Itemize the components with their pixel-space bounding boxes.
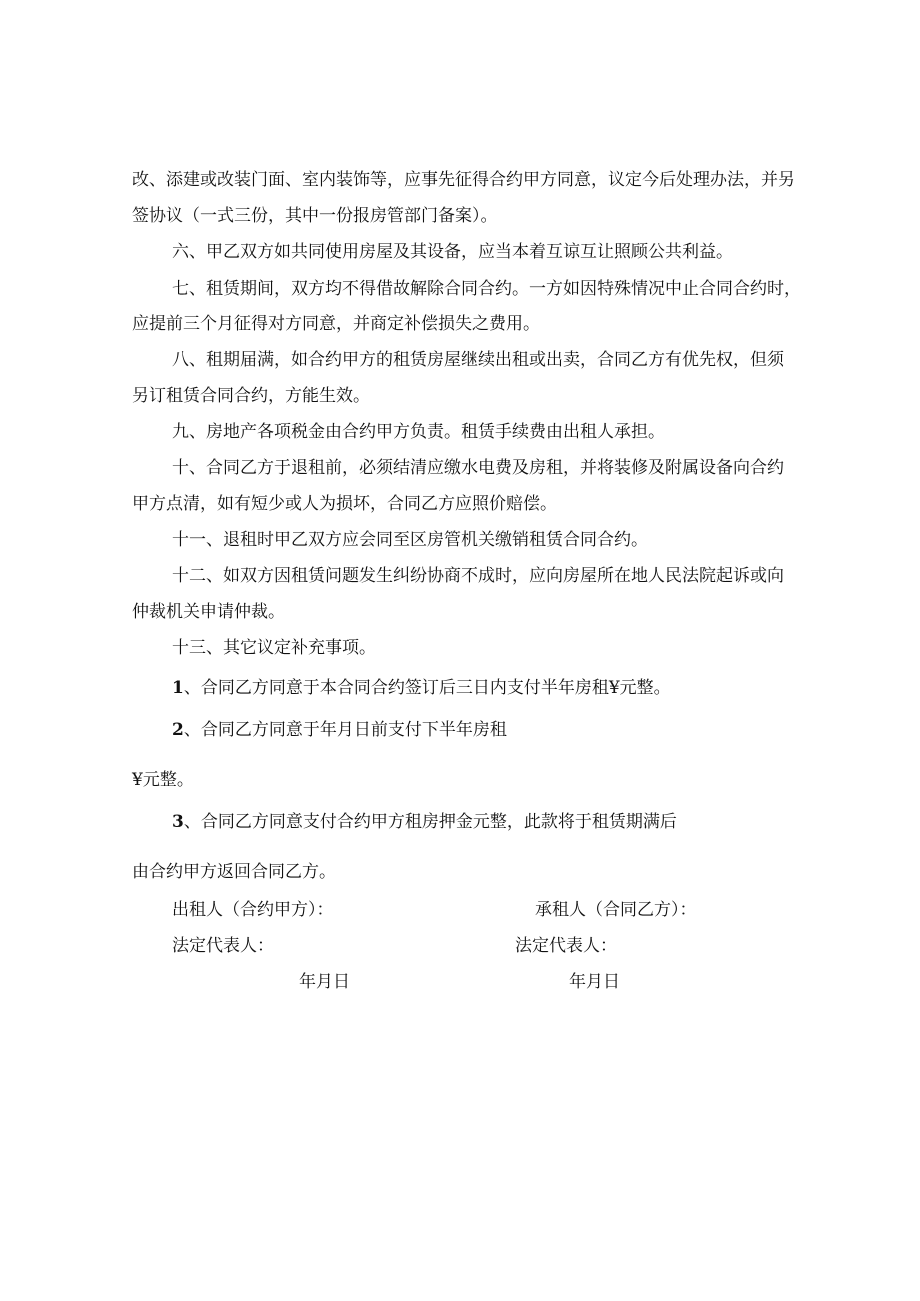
lessor-label: 出租人（合约甲方）：	[172, 900, 334, 920]
supplement-item-3-continuation: 由合约甲方返回合同乙方。	[132, 862, 336, 882]
supplement-text: 、合同乙方同意支付合约甲方租房押金元整，此款将于租赁期满后	[183, 812, 677, 832]
supplement-number: 1	[172, 678, 184, 698]
supplement-item-1	[172, 676, 671, 700]
clause-8-line-2: 另订租赁合同合约，方能生效。	[132, 386, 370, 406]
clause-13: 十三、其它议定补充事项。	[172, 638, 376, 658]
supplement-text: 、合同乙方同意于年月日前支付下半年房租	[183, 720, 507, 740]
clause-7-line-2: 应提前三个月征得对方同意，并商定补偿损失之费用。	[132, 314, 540, 334]
lessor-date: 年月日	[299, 972, 350, 992]
clause-8-line-1: 八、租期届满，如合约甲方的租赁房屋继续出租或出卖，合同乙方有优先权，但须	[172, 350, 784, 370]
supplement-item-3	[172, 810, 677, 834]
supplement-item-2-continuation: ¥元整。	[132, 770, 194, 790]
clause-continuation-line-2: 签协议（一式三份，其中一份报房管部门备案）。	[132, 206, 498, 226]
lessee-date: 年月日	[569, 972, 620, 992]
clause-11: 十一、退租时甲乙双方应会同至区房管机关缴销租赁合同合约。	[172, 530, 648, 550]
clause-6: 六、甲乙双方如共同使用房屋及其设备，应当本着互谅互让照顾公共利益。	[172, 242, 733, 262]
lessor-representative-label: 法定代表人：	[172, 936, 274, 956]
clause-12-line-1: 十二、如双方因租赁问题发生纠纷协商不成时，应向房屋所在地人民法院起诉或向	[172, 566, 784, 586]
lessee-representative-label: 法定代表人：	[515, 936, 617, 956]
supplement-item-2	[172, 718, 507, 742]
clause-continuation-line-1: 改、添建或改装门面、室内装饰等，应事先征得合约甲方同意，议定今后处理办法，并另	[132, 170, 795, 190]
lessee-label: 承租人（合同乙方）：	[535, 900, 697, 920]
clause-9: 九、房地产各项税金由合约甲方负责。租赁手续费由出租人承担。	[172, 422, 665, 442]
clause-12-line-2: 仲裁机关申请仲裁。	[132, 602, 285, 622]
clause-7-line-1: 七、租赁期间，双方均不得借故解除合同合约。一方如因特殊情况中止合同合约时，	[172, 279, 801, 299]
clause-10-line-1: 十、合同乙方于退租前，必须结清应缴水电费及房租，并将装修及附属设备向合约	[172, 458, 784, 478]
supplement-number: 3	[172, 812, 184, 832]
clause-10-line-2: 甲方点清，如有短少或人为损坏，合同乙方应照价赔偿。	[132, 494, 557, 514]
supplement-text: 、合同乙方同意于本合同合约签订后三日内支付半年房租¥元整。	[183, 678, 671, 698]
supplement-number: 2	[172, 720, 184, 740]
